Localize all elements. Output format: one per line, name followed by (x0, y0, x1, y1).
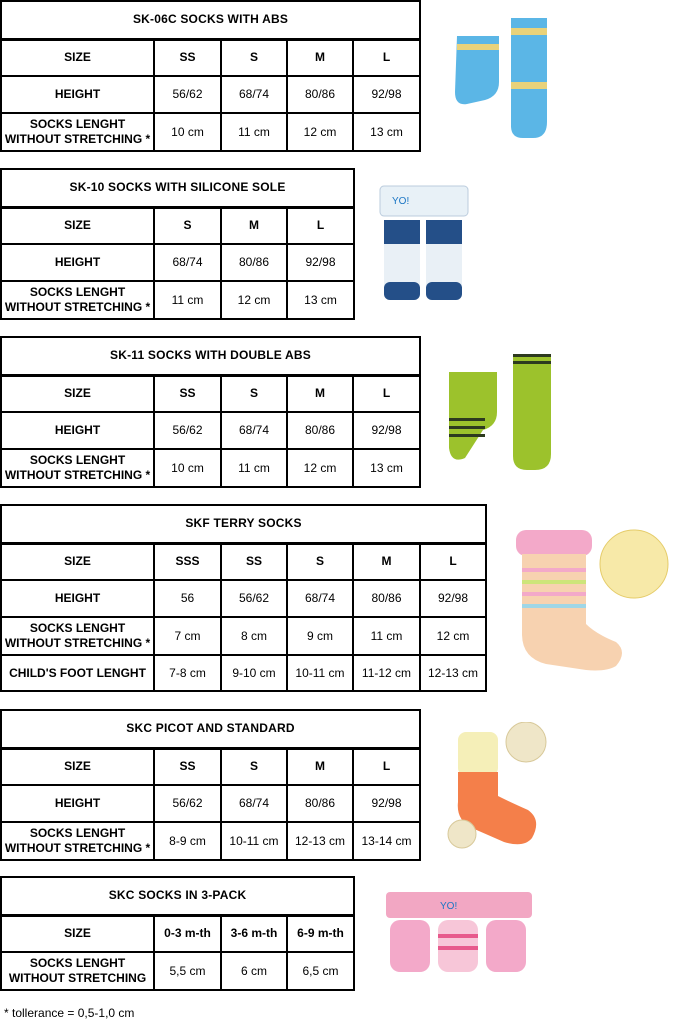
table-cell: 10 cm (154, 449, 221, 487)
table-cell: 10 cm (154, 113, 221, 151)
table-cell: 11 cm (221, 449, 287, 487)
table-cell: 9 cm (287, 617, 353, 655)
row-label-size: SIZE (1, 915, 154, 952)
size-cell: S (221, 39, 287, 76)
size-cell: M (287, 375, 353, 412)
product-photo-skc-3pack (384, 890, 534, 978)
table-cell: 6 cm (221, 952, 287, 990)
table-cell: 8-9 cm (154, 822, 221, 860)
table-cell: 12 cm (420, 617, 486, 655)
row-label-length: SOCKS LENGHT WITHOUT STRETCHING * (1, 281, 154, 319)
size-cell: M (287, 748, 353, 785)
table-cell: 13 cm (353, 113, 420, 151)
table-title: SKF TERRY SOCKS (1, 505, 486, 543)
size-cell: L (420, 543, 486, 580)
row-label-foot-length: CHILD'S FOOT LENGHT (1, 655, 154, 691)
table-cell: 56/62 (154, 785, 221, 822)
row-label-length: SOCKS LENGHT WITHOUT STRETCHING * (1, 822, 154, 860)
product-photo-sk-11 (445, 352, 555, 472)
table-cell: 6,5 cm (287, 952, 354, 990)
footnote: * tollerance = 0,5-1,0 cm (4, 1006, 135, 1020)
svg-text:YO!: YO! (392, 196, 410, 207)
table-cell: 11 cm (154, 281, 221, 319)
table-cell: 56 (154, 580, 221, 617)
size-table-sk-10 (0, 168, 355, 320)
row-label-length: SOCKS LENGHT WITHOUT STRETCHING * (1, 449, 154, 487)
table-cell: 92/98 (420, 580, 486, 617)
size-cell: S (221, 375, 287, 412)
size-table-skf-terry (0, 504, 487, 692)
table-title: SK-10 SOCKS WITH SILICONE SOLE (1, 169, 354, 207)
table-cell: 56/62 (221, 580, 287, 617)
row-label-height: HEIGHT (1, 785, 154, 822)
row-label-size: SIZE (1, 543, 154, 580)
table-cell: 13 cm (287, 281, 354, 319)
row-label-height: HEIGHT (1, 412, 154, 449)
product-photo-skc-picot (444, 722, 556, 852)
size-cell: SS (154, 375, 221, 412)
size-cell: L (353, 375, 420, 412)
row-label-height: HEIGHT (1, 244, 154, 281)
size-cell: SS (221, 543, 287, 580)
table-cell: 11 cm (221, 113, 287, 151)
row-label-size: SIZE (1, 207, 154, 244)
table-title: SKC SOCKS IN 3-PACK (1, 877, 354, 915)
product-photo-sk-10 (378, 184, 470, 308)
table-cell: 80/86 (353, 580, 420, 617)
table-cell: 56/62 (154, 412, 221, 449)
table-cell: 11-12 cm (353, 655, 420, 691)
row-label-length: SOCKS LENGHT WITHOUT STRETCHING * (1, 617, 154, 655)
size-table-sk-11 (0, 336, 421, 488)
size-table-skc-3pack (0, 876, 355, 991)
size-cell: L (353, 748, 420, 785)
table-cell: 5,5 cm (154, 952, 221, 990)
table-cell: 56/62 (154, 76, 221, 113)
size-table-sk-06c (0, 0, 421, 152)
table-cell: 68/74 (154, 244, 221, 281)
size-cell: L (287, 207, 354, 244)
table-cell: 12-13 cm (287, 822, 353, 860)
product-photo-sk-06c (445, 14, 555, 140)
svg-text:YO!: YO! (440, 901, 458, 912)
size-cell: 3-6 m-th (221, 915, 287, 952)
table-cell: 8 cm (221, 617, 287, 655)
table-cell: 7-8 cm (154, 655, 221, 691)
table-cell: 92/98 (353, 412, 420, 449)
table-cell: 13 cm (353, 449, 420, 487)
table-cell: 80/86 (287, 76, 353, 113)
table-cell: 12-13 cm (420, 655, 486, 691)
row-label-size: SIZE (1, 375, 154, 412)
size-cell: S (154, 207, 221, 244)
table-cell: 80/86 (287, 412, 353, 449)
size-cell: M (287, 39, 353, 76)
product-photo-skf-terry (512, 524, 670, 684)
table-cell: 10-11 cm (221, 822, 287, 860)
table-title: SK-11 SOCKS WITH DOUBLE ABS (1, 337, 420, 375)
size-cell: SS (154, 39, 221, 76)
table-title: SK-06C SOCKS WITH ABS (1, 1, 420, 39)
table-title: SKC PICOT AND STANDARD (1, 710, 420, 748)
size-cell: 0-3 m-th (154, 915, 221, 952)
size-cell: L (353, 39, 420, 76)
size-cell: S (221, 748, 287, 785)
table-cell: 10-11 cm (287, 655, 353, 691)
table-cell: 11 cm (353, 617, 420, 655)
size-cell: SS (154, 748, 221, 785)
row-label-length: SOCKS LENGHT WITHOUT STRETCHING (1, 952, 154, 990)
size-cell: 6-9 m-th (287, 915, 354, 952)
size-cell: M (353, 543, 420, 580)
table-cell: 92/98 (287, 244, 354, 281)
table-cell: 68/74 (221, 785, 287, 822)
table-cell: 12 cm (287, 449, 353, 487)
table-cell: 68/74 (287, 580, 353, 617)
row-label-height: HEIGHT (1, 76, 154, 113)
table-cell: 68/74 (221, 76, 287, 113)
row-label-size: SIZE (1, 748, 154, 785)
table-cell: 9-10 cm (221, 655, 287, 691)
row-label-size: SIZE (1, 39, 154, 76)
table-cell: 92/98 (353, 76, 420, 113)
size-table-skc-picot (0, 709, 421, 861)
table-cell: 68/74 (221, 412, 287, 449)
size-cell: S (287, 543, 353, 580)
table-cell: 7 cm (154, 617, 221, 655)
table-cell: 13-14 cm (353, 822, 420, 860)
table-cell: 12 cm (221, 281, 287, 319)
row-label-length: SOCKS LENGHT WITHOUT STRETCHING * (1, 113, 154, 151)
table-cell: 12 cm (287, 113, 353, 151)
table-cell: 92/98 (353, 785, 420, 822)
size-cell: M (221, 207, 287, 244)
row-label-height: HEIGHT (1, 580, 154, 617)
size-cell: SSS (154, 543, 221, 580)
table-cell: 80/86 (287, 785, 353, 822)
table-cell: 80/86 (221, 244, 287, 281)
